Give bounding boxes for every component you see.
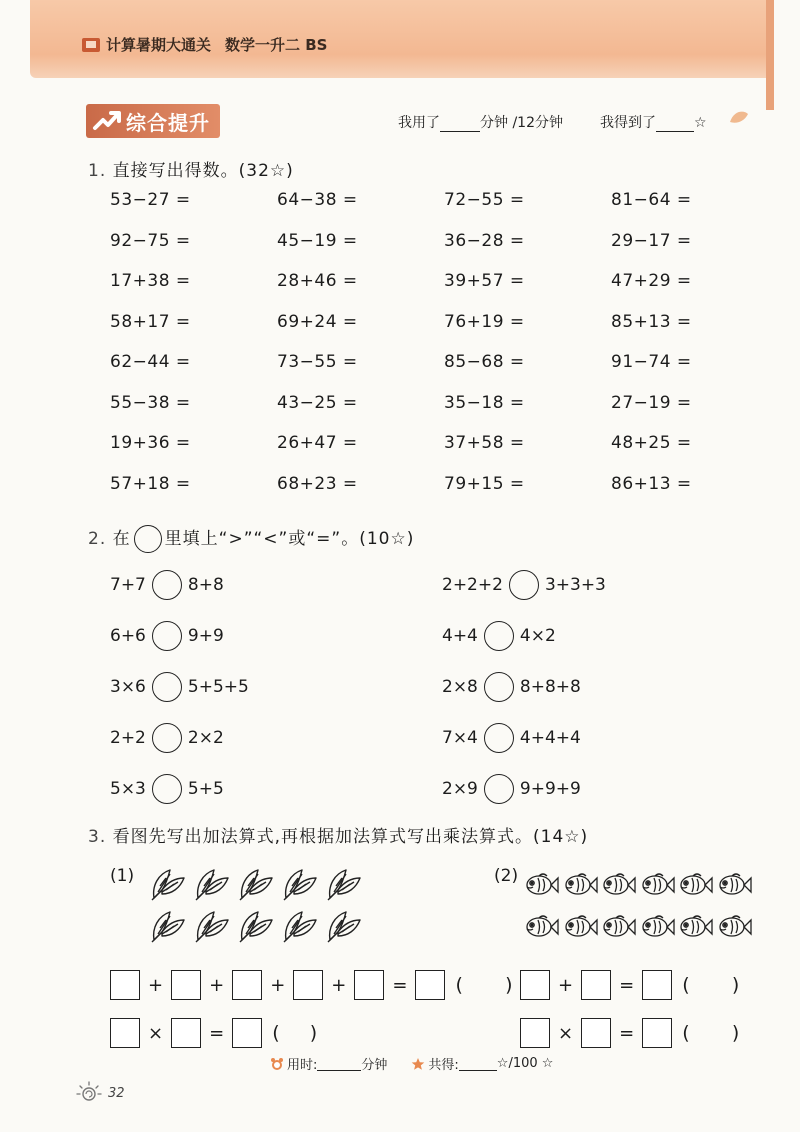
compare-item (110, 618, 442, 654)
compare-right: 2×2 (187, 728, 224, 748)
fish-icon (717, 872, 756, 914)
butterfly-icon (192, 866, 236, 908)
calc-problem[interactable]: 45−19 = (277, 230, 358, 251)
compare-circle[interactable] (484, 723, 514, 753)
butterfly-icon (280, 908, 324, 950)
compare-circle[interactable] (484, 672, 514, 702)
answer-box[interactable] (520, 1018, 550, 1048)
calc-problem[interactable]: 36−28 = (444, 230, 525, 251)
fish-icon (563, 914, 602, 956)
trend-arrow-icon (92, 108, 122, 134)
running-header (82, 34, 327, 55)
example-circle-icon (134, 525, 162, 553)
calc-problem[interactable]: 26+47 = (277, 433, 358, 453)
calc-problem[interactable]: 76+19 = (444, 311, 525, 332)
calc-problem[interactable]: 57+18 = (110, 473, 191, 494)
compare-item (442, 771, 742, 807)
calc-problem[interactable]: 91−74 = (611, 352, 692, 372)
q3-1-multiplication-row: × = ( ) (110, 1018, 317, 1048)
time-used-field: 我用了 分钟 /12分钟 (398, 115, 563, 131)
answer-box[interactable] (110, 1018, 140, 1048)
fish-icon (717, 914, 756, 956)
compare-right: 8+8 (187, 575, 224, 595)
compare-right: 4+4+4 (519, 728, 581, 748)
header-edge (766, 0, 774, 110)
calc-problem[interactable]: 73−55 = (277, 352, 358, 372)
calc-problem[interactable]: 81−64 = (611, 190, 692, 210)
compare-item (110, 720, 442, 756)
calc-problem[interactable]: 72−55 = (444, 190, 525, 210)
fish-icon (678, 914, 717, 956)
calc-problem[interactable]: 17+38 = (110, 271, 191, 291)
calc-problem[interactable]: 64−38 = (277, 190, 358, 210)
alarm-clock-icon (270, 1057, 284, 1071)
compare-right: 9+9 (187, 626, 224, 646)
calc-problem[interactable]: 19+36 = (110, 433, 191, 453)
calc-problem[interactable]: 79+15 = (444, 473, 525, 494)
calc-problem[interactable]: 37+58 = (444, 433, 525, 453)
butterfly-icon (236, 866, 280, 908)
butterfly-icon (280, 866, 324, 908)
compare-right: 8+8+8 (519, 677, 581, 697)
section-badge (86, 104, 220, 138)
compare-circle[interactable] (152, 672, 182, 702)
calc-problem[interactable]: 43−25 = (277, 392, 358, 413)
compare-left: 2+2 (110, 728, 146, 748)
answer-box[interactable] (171, 970, 201, 1000)
compare-circle[interactable] (484, 621, 514, 651)
calc-problem[interactable]: 85−68 = (444, 352, 525, 372)
calc-problem[interactable]: 55−38 = (110, 392, 191, 413)
unit-parens[interactable]: ( ) (682, 974, 740, 996)
compare-item (442, 618, 742, 654)
time-blank[interactable] (440, 117, 480, 132)
compare-circle[interactable] (152, 570, 182, 600)
butterfly-icon (148, 908, 192, 950)
calc-problem[interactable]: 53−27 = (110, 190, 191, 210)
compare-circle[interactable] (152, 723, 182, 753)
fish-icon (524, 914, 563, 956)
fish-icon (524, 872, 563, 914)
compare-item (110, 771, 442, 807)
q3-2-addition-row: + = ( ) (520, 970, 739, 1000)
butterfly-icon (148, 866, 192, 908)
calc-problem[interactable]: 92−75 = (110, 230, 191, 251)
calc-problem[interactable]: 47+29 = (611, 271, 692, 291)
compare-right: 5+5+5 (187, 677, 249, 697)
page-number: 32 (108, 1086, 125, 1101)
compare-right: 9+9+9 (519, 779, 581, 799)
compare-item (442, 669, 742, 705)
answer-box[interactable] (110, 970, 140, 1000)
calc-problem[interactable]: 68+23 = (277, 473, 358, 494)
q1-calc-grid (110, 190, 730, 514)
compare-left: 5×3 (110, 779, 146, 799)
butterfly-icon (236, 908, 280, 950)
fish-icon (563, 872, 602, 914)
compare-right: 3+3+3 (544, 575, 606, 595)
compare-left: 2×8 (442, 677, 478, 697)
unit-parens[interactable]: ( ) (682, 1022, 740, 1044)
calc-problem[interactable]: 35−18 = (444, 392, 525, 413)
q2-title: 2. 在 里填上“>”“<”或“=”。(10☆) (88, 524, 414, 553)
fish-icon (601, 914, 640, 956)
section-title: 综合提升 (126, 110, 210, 135)
calc-problem[interactable]: 58+17 = (110, 311, 191, 332)
butterfly-icon (324, 866, 368, 908)
sun-icon (76, 1080, 104, 1106)
compare-left: 4+4 (442, 626, 478, 646)
compare-right: 5+5 (187, 779, 224, 799)
answer-box[interactable] (293, 970, 323, 1000)
answer-box[interactable] (642, 1018, 672, 1048)
compare-item (110, 669, 442, 705)
compare-left: 2+2+2 (442, 575, 503, 595)
calc-problem[interactable]: 29−17 = (611, 230, 692, 251)
fish-icon (640, 872, 679, 914)
fish-icon (678, 872, 717, 914)
fish-group (524, 872, 755, 956)
answer-box[interactable] (520, 970, 550, 1000)
q3-part2-label: (2) (494, 866, 519, 886)
q3-2-multiplication-row: × = ( ) (520, 1018, 739, 1048)
compare-left: 3×6 (110, 677, 146, 697)
q1-title: 1. 直接写出得数。(32☆) (88, 161, 294, 181)
compare-circle[interactable] (152, 774, 182, 804)
answer-box[interactable] (581, 970, 611, 1000)
butterfly-icon (192, 908, 236, 950)
answer-box[interactable] (354, 970, 384, 1000)
answer-box[interactable] (415, 970, 445, 1000)
answer-box[interactable] (232, 1018, 262, 1048)
fish-icon (640, 914, 679, 956)
calc-problem[interactable]: 39+57 = (444, 271, 525, 291)
star-icon (411, 1057, 425, 1071)
q3-part1-label: (1) (110, 866, 135, 886)
calc-problem[interactable]: 86+13 = (611, 473, 692, 494)
q3-title: 3. 看图先写出加法算式,再根据加法算式写出乘法算式。(14☆) (88, 827, 589, 847)
compare-left: 7+7 (110, 575, 146, 595)
answer-box[interactable] (171, 1018, 201, 1048)
footer-score-blank[interactable] (459, 1057, 497, 1071)
calc-problem[interactable]: 85+13 = (611, 311, 692, 332)
unit-parens[interactable]: ( ) (455, 974, 513, 996)
score-blank[interactable] (656, 117, 694, 132)
butterfly-icon (324, 908, 368, 950)
answer-box[interactable] (232, 970, 262, 1000)
compare-circle[interactable] (152, 621, 182, 651)
unit-parens[interactable]: ( ) (272, 1022, 318, 1044)
leaf-decoration-icon (728, 108, 750, 126)
compare-item (442, 567, 742, 603)
butterfly-group (148, 866, 368, 950)
footer-summary: 用时: 分钟 共得: ☆/100 ☆ (270, 1054, 553, 1073)
footer-time-blank[interactable] (317, 1057, 361, 1071)
compare-left: 6+6 (110, 626, 146, 646)
compare-circle[interactable] (509, 570, 539, 600)
compare-right: 4×2 (519, 626, 556, 646)
calc-problem[interactable]: 28+46 = (277, 271, 358, 291)
compare-item (442, 720, 742, 756)
fish-icon (601, 872, 640, 914)
answer-box[interactable] (581, 1018, 611, 1048)
book-icon (82, 38, 100, 52)
q2-compare-grid (110, 567, 750, 822)
answer-box[interactable] (642, 970, 672, 1000)
subject-title: 数学一升二 BS (225, 36, 328, 54)
compare-item (110, 567, 442, 603)
compare-circle[interactable] (484, 774, 514, 804)
score-field: 我得到了 ☆ (600, 115, 707, 131)
q3-1-addition-row: + + + + = ( ) (110, 970, 513, 1000)
compare-left: 7×4 (442, 728, 478, 748)
calc-problem[interactable]: 27−19 = (611, 392, 692, 413)
series-title: 计算暑期大通关 (106, 36, 212, 54)
calc-problem[interactable]: 48+25 = (611, 433, 692, 453)
calc-problem[interactable]: 62−44 = (110, 352, 191, 372)
calc-problem[interactable]: 69+24 = (277, 311, 358, 332)
compare-left: 2×9 (442, 779, 478, 799)
